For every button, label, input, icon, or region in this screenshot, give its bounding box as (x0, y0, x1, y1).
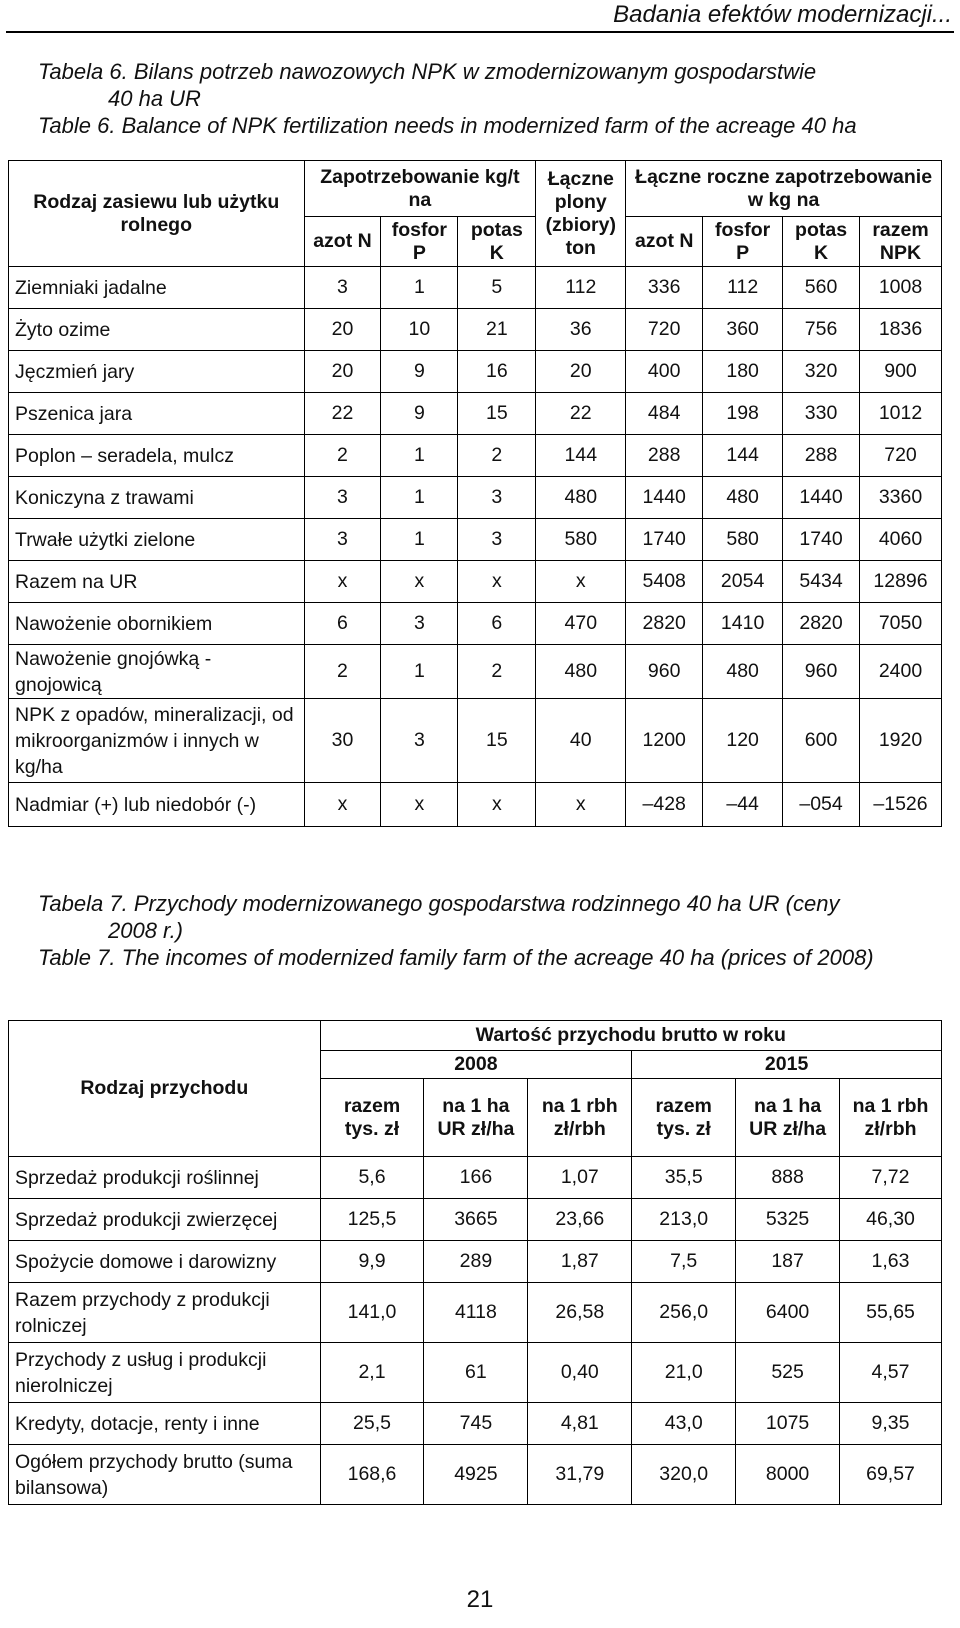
row-label: Kredyty, dotacje, renty i inne (9, 1403, 321, 1445)
table7-caption-pl-2: 2008 r.) (108, 918, 184, 943)
table7-subheader: na 1 rbh zł/rbh (840, 1079, 942, 1157)
table6-subheader: azot N (304, 217, 381, 267)
table-row (9, 1241, 942, 1283)
table-cell: 480 (703, 645, 783, 699)
table-cell: 320 (783, 351, 860, 393)
table-cell: 288 (626, 435, 703, 477)
table6-npk-balance (8, 160, 942, 827)
table6-caption (38, 58, 950, 139)
table-cell: 166 (424, 1157, 528, 1199)
table-cell: 2 (458, 645, 536, 699)
table-cell: 112 (703, 267, 783, 309)
table6-caption-pl-2: 40 ha UR (108, 86, 201, 111)
table6-caption-en: Table 6. Balance of NPK fertilization needs in modernized farm of the acreage 40 ha (38, 113, 857, 138)
table-cell: 125,5 (320, 1199, 424, 1241)
table-cell: 5,6 (320, 1157, 424, 1199)
table7-subheader: na 1 ha UR zł/ha (736, 1079, 840, 1157)
table7-header-2008: 2008 (320, 1051, 632, 1079)
row-label: Pszenica jara (9, 393, 305, 435)
table-row (9, 1199, 942, 1241)
row-label: Sprzedaż produkcji roślinnej (9, 1157, 321, 1199)
table6-header-annual: Łączne roczne zapotrzebowanie w kg na (626, 161, 942, 217)
table-cell: 2820 (783, 603, 860, 645)
table-cell: 198 (703, 393, 783, 435)
table6-header-yield: Łączne plony (zbiory) ton (536, 161, 626, 267)
row-label: Nawożenie gnojówką - gnojowicą (9, 645, 305, 699)
table-cell: 400 (626, 351, 703, 393)
table-cell: 1440 (783, 477, 860, 519)
table-cell: 30 (304, 699, 381, 783)
table-cell: 756 (783, 309, 860, 351)
table-cell: 180 (703, 351, 783, 393)
table-cell: 26,58 (528, 1283, 632, 1343)
table-cell: 61 (424, 1343, 528, 1403)
table-cell: 480 (536, 645, 626, 699)
table-cell: 3 (458, 519, 536, 561)
table-row (9, 309, 942, 351)
table7-header-2015: 2015 (632, 1051, 942, 1079)
table-cell: 7,5 (632, 1241, 736, 1283)
table-cell: 3 (458, 477, 536, 519)
table6-subheader: razem NPK (860, 217, 942, 267)
table-cell: 1410 (703, 603, 783, 645)
table-cell: 7050 (860, 603, 942, 645)
row-label: Nadmiar (+) lub niedobór (-) (9, 783, 305, 827)
running-head: Badania efektów modernizacji... (613, 1, 952, 28)
table-cell: –44 (703, 783, 783, 827)
table-cell: 21 (458, 309, 536, 351)
page-number: 21 (466, 1586, 494, 1613)
table-cell: 20 (304, 351, 381, 393)
table-row (9, 1283, 942, 1343)
table-cell: 9,35 (840, 1403, 942, 1445)
table-cell: 15 (458, 699, 536, 783)
table-cell: 2054 (703, 561, 783, 603)
row-label: Trwałe użytki zielone (9, 519, 305, 561)
table-cell: 9 (381, 393, 458, 435)
table-cell: 484 (626, 393, 703, 435)
table-cell: 745 (424, 1403, 528, 1445)
table-cell: 5408 (626, 561, 703, 603)
table-cell: 9,9 (320, 1241, 424, 1283)
table-cell: 1,07 (528, 1157, 632, 1199)
table-row (9, 1445, 942, 1505)
table-cell: 3 (304, 477, 381, 519)
table-cell: 320,0 (632, 1445, 736, 1505)
row-label: Razem przychody z produkcji rolniczej (9, 1283, 321, 1343)
table-cell: 1200 (626, 699, 703, 783)
table-cell: 2 (458, 435, 536, 477)
table-row (9, 783, 942, 827)
row-label: Ogółem przychody brutto (suma bilansowa) (9, 1445, 321, 1505)
table-cell: 20 (304, 309, 381, 351)
table-row (9, 603, 942, 645)
table-cell: 1920 (860, 699, 942, 783)
table7-caption-pl-1: Tabela 7. Przychody modernizowanego gospodarstwa rodzinnego 40 ha UR (ceny (38, 891, 840, 916)
table-cell: 1012 (860, 393, 942, 435)
table-cell: 480 (703, 477, 783, 519)
table-cell: 112 (536, 267, 626, 309)
table7-subheader: razem tys. zł (320, 1079, 424, 1157)
table-cell: 6 (458, 603, 536, 645)
table-cell: 5325 (736, 1199, 840, 1241)
table-row (9, 519, 942, 561)
table-cell: 46,30 (840, 1199, 942, 1241)
table-cell: x (536, 783, 626, 827)
table-cell: 213,0 (632, 1199, 736, 1241)
table-cell: 3 (304, 519, 381, 561)
table6-subheader: fosfor P (703, 217, 783, 267)
table-cell: 480 (536, 477, 626, 519)
table-row (9, 1157, 942, 1199)
table-cell: 168,6 (320, 1445, 424, 1505)
table6-subheader: potas K (458, 217, 536, 267)
table-row (9, 561, 942, 603)
table-cell: 560 (783, 267, 860, 309)
table-cell: 256,0 (632, 1283, 736, 1343)
table-cell: –054 (783, 783, 860, 827)
table-cell: 9 (381, 351, 458, 393)
row-label: Nawożenie obornikiem (9, 603, 305, 645)
table-cell: 1008 (860, 267, 942, 309)
table-cell: 4,81 (528, 1403, 632, 1445)
table7-subheader: na 1 ha UR zł/ha (424, 1079, 528, 1157)
table-cell: x (536, 561, 626, 603)
table-cell: x (458, 783, 536, 827)
table7-caption-en: Table 7. The incomes of modernized family farm of the acreage 40 ha (prices of 2008) (38, 945, 874, 970)
table-cell: 900 (860, 351, 942, 393)
row-label: Żyto ozime (9, 309, 305, 351)
table-cell: 187 (736, 1241, 840, 1283)
table-row (9, 477, 942, 519)
table-row (9, 699, 942, 783)
table-row (9, 267, 942, 309)
table-cell: 1 (381, 435, 458, 477)
table-cell: 4118 (424, 1283, 528, 1343)
table-cell: 7,72 (840, 1157, 942, 1199)
table-cell: 1,63 (840, 1241, 942, 1283)
row-label: Poplon – seradela, mulcz (9, 435, 305, 477)
table-cell: 888 (736, 1157, 840, 1199)
table-cell: x (304, 561, 381, 603)
table7-subheader: na 1 rbh zł/rbh (528, 1079, 632, 1157)
table-cell: 12896 (860, 561, 942, 603)
table-cell: 580 (703, 519, 783, 561)
table-cell: 336 (626, 267, 703, 309)
table-cell: 4060 (860, 519, 942, 561)
table-row (9, 351, 942, 393)
table-cell: –1526 (860, 783, 942, 827)
table-cell: 288 (783, 435, 860, 477)
table-cell: 40 (536, 699, 626, 783)
table6-header-crop: Rodzaj zasiewu lub użytku rolnego (9, 161, 305, 267)
table-cell: 960 (626, 645, 703, 699)
header-rule (6, 31, 954, 33)
table-cell: 43,0 (632, 1403, 736, 1445)
table-cell: 1740 (626, 519, 703, 561)
table-cell: 470 (536, 603, 626, 645)
table-cell: 31,79 (528, 1445, 632, 1505)
table7-subheader: razem tys. zł (632, 1079, 736, 1157)
table-cell: x (304, 783, 381, 827)
table6-subheader: potas K (783, 217, 860, 267)
table-cell: 1075 (736, 1403, 840, 1445)
table-cell: 3 (381, 603, 458, 645)
table6-header-demand: Zapotrzebowanie kg/t na (304, 161, 536, 217)
table-row (9, 393, 942, 435)
row-label: Spożycie domowe i darowizny (9, 1241, 321, 1283)
table6-subheader: azot N (626, 217, 703, 267)
table-cell: 5434 (783, 561, 860, 603)
table7-header-group: Wartość przychodu brutto w roku (320, 1021, 941, 1051)
table-cell: 4925 (424, 1445, 528, 1505)
table-cell: 525 (736, 1343, 840, 1403)
table-cell: 1 (381, 477, 458, 519)
table-cell: 69,57 (840, 1445, 942, 1505)
table-cell: 141,0 (320, 1283, 424, 1343)
table-cell: 6400 (736, 1283, 840, 1343)
table-cell: 120 (703, 699, 783, 783)
table-cell: x (458, 561, 536, 603)
table-cell: 2,1 (320, 1343, 424, 1403)
table-cell: 21,0 (632, 1343, 736, 1403)
table-cell: 0,40 (528, 1343, 632, 1403)
table-cell: 720 (860, 435, 942, 477)
table-cell: x (381, 561, 458, 603)
row-label: Razem na UR (9, 561, 305, 603)
table-cell: 4,57 (840, 1343, 942, 1403)
table-cell: 1 (381, 645, 458, 699)
row-label: Sprzedaż produkcji zwierzęcej (9, 1199, 321, 1241)
table-cell: 25,5 (320, 1403, 424, 1445)
table-row (9, 1343, 942, 1403)
table-cell: 1740 (783, 519, 860, 561)
table7-incomes (8, 1020, 942, 1505)
table-cell: 22 (304, 393, 381, 435)
table-cell: 3 (304, 267, 381, 309)
table-cell: 144 (536, 435, 626, 477)
table-cell: 2820 (626, 603, 703, 645)
table-cell: 360 (703, 309, 783, 351)
table-cell: 23,66 (528, 1199, 632, 1241)
table-cell: 1 (381, 267, 458, 309)
table-cell: 2400 (860, 645, 942, 699)
table-cell: –428 (626, 783, 703, 827)
table-cell: 10 (381, 309, 458, 351)
table-cell: 3665 (424, 1199, 528, 1241)
row-label: Koniczyna z trawami (9, 477, 305, 519)
table-cell: 289 (424, 1241, 528, 1283)
row-label: Przychody z usług i produkcji nierolniczej (9, 1343, 321, 1403)
table-cell: 22 (536, 393, 626, 435)
table-cell: 1 (381, 519, 458, 561)
table-cell: 1440 (626, 477, 703, 519)
table-cell: 720 (626, 309, 703, 351)
table-cell: 3 (381, 699, 458, 783)
table-cell: 5 (458, 267, 536, 309)
table-cell: 20 (536, 351, 626, 393)
table-cell: 580 (536, 519, 626, 561)
table-row (9, 435, 942, 477)
table-cell: x (381, 783, 458, 827)
table-cell: 2 (304, 645, 381, 699)
table-row (9, 1403, 942, 1445)
table-row (9, 645, 942, 699)
table6-caption-pl-1: Tabela 6. Bilans potrzeb nawozowych NPK w zmodernizowanym gospodarstwie (38, 59, 817, 84)
table-cell: 55,65 (840, 1283, 942, 1343)
table-cell: 2 (304, 435, 381, 477)
table-cell: 144 (703, 435, 783, 477)
table-cell: 3360 (860, 477, 942, 519)
table-cell: 330 (783, 393, 860, 435)
table-cell: 6 (304, 603, 381, 645)
table-cell: 600 (783, 699, 860, 783)
table-cell: 8000 (736, 1445, 840, 1505)
table6-subheader: fosfor P (381, 217, 458, 267)
row-label: NPK z opadów, mineralizacji, od mikroorganizmów i innych w kg/ha (9, 699, 305, 783)
table-cell: 1,87 (528, 1241, 632, 1283)
row-label: Ziemniaki jadalne (9, 267, 305, 309)
table-cell: 35,5 (632, 1157, 736, 1199)
table-cell: 1836 (860, 309, 942, 351)
table-cell: 16 (458, 351, 536, 393)
row-label: Jęczmień jary (9, 351, 305, 393)
table7-header-type: Rodzaj przychodu (9, 1021, 321, 1157)
table-cell: 960 (783, 645, 860, 699)
table-cell: 15 (458, 393, 536, 435)
table7-caption (38, 890, 950, 971)
table-cell: 36 (536, 309, 626, 351)
